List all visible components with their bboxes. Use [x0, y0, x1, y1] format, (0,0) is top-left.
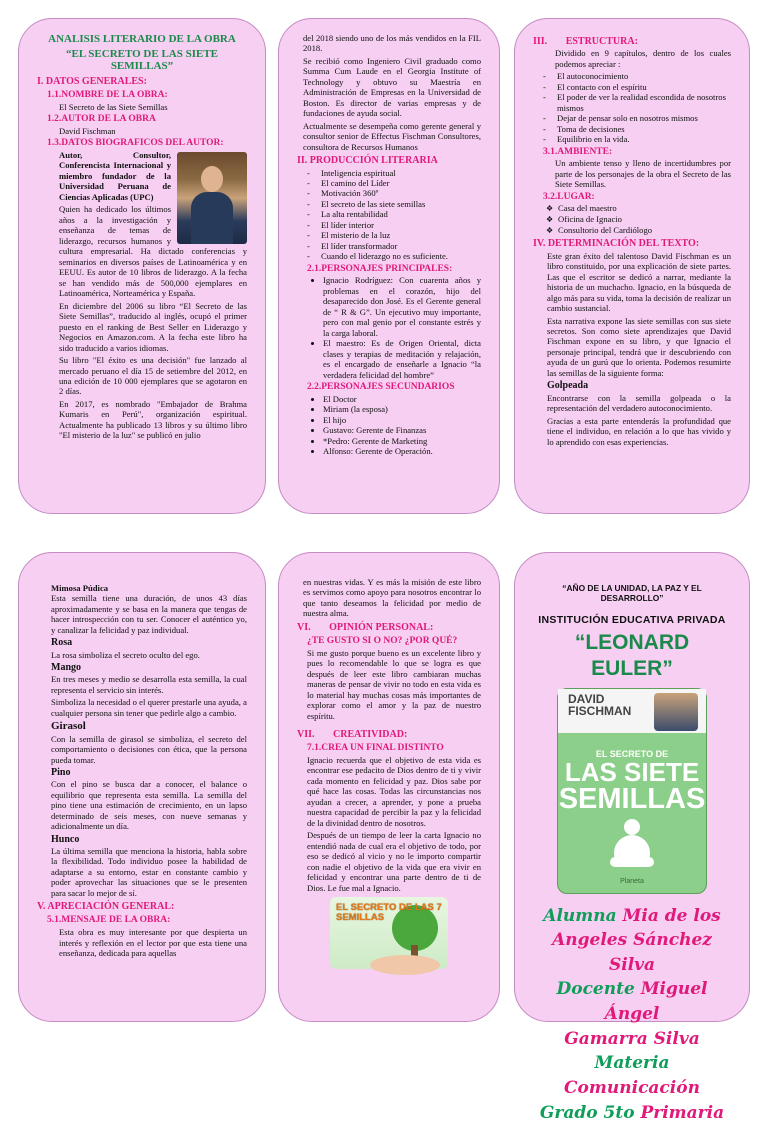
year-motto: “AÑO DE LA UNIDAD, LA PAZ Y EL DESARROLLO”: [562, 583, 702, 604]
secondary-characters-list: [297, 394, 481, 457]
book-cover-title-3: SEMILLAS: [558, 782, 706, 815]
panel-1: [18, 18, 266, 514]
list-item: • Gustavo: Gerente de Finanzas: [323, 425, 481, 435]
book-cover-image: [557, 688, 707, 894]
student-info: [533, 904, 731, 1125]
list-item: - El camino del Líder: [321, 178, 481, 188]
message-value: Esta obra es muy interesante por que despierta un interés y reflexión en el lector por que esta tiene una enseñanza, dedicada para aquellas: [59, 927, 247, 959]
ambience-value: Un ambiente tenso y lleno de incertidumbres por parte de los personajes de la obra el Secreto de las Siete Semillas.: [555, 158, 731, 190]
determination-block: [547, 251, 731, 447]
section-heading-general: I. DATOS GENERALES:: [37, 75, 147, 87]
list-item: ❖ Casa del maestro: [559, 203, 731, 214]
list-item: - Equilibrio en la vida.: [557, 134, 731, 144]
seed-title: Girasol: [51, 720, 86, 733]
section-title: CREATIVIDAD:: [333, 729, 408, 741]
seed-title: Mango: [51, 662, 81, 674]
subheading-place: 3.2.LUGAR:: [543, 191, 595, 202]
subheading-message: 5.1.MENSAJE DE LA OBRA:: [47, 915, 171, 926]
document-title-line1: ANALISIS LITERARIO DE LA OBRA: [48, 33, 236, 45]
list-item: • Ignacio Rodríguez: Con cuarenta años y problemas en el corazón, hijo del desaparecido don José. Es el Gerente general de “ R & G”. Un ejecutivo muy importante, pero con mal genio por el constante estrés y la carga laboral.: [323, 275, 481, 338]
student-name-1: Mia de los: [622, 905, 721, 926]
panel-5: [278, 552, 500, 1022]
level-value: Primaria: [640, 1102, 725, 1123]
seed-text: Encontrarse con la semilla golpeada o la representación del verdadero autoconocimiento.: [547, 392, 731, 414]
seed-text: Esta semilla tiene una duración, de unos 43 días aproximadamente y se basa en la manera que tengas de hacer introspección con tu ser. Conocer el auténtico yo, y canalizar la felicidad y paz individual.: [51, 593, 247, 635]
panel-3: [514, 18, 750, 514]
list-item: - Toma de decisiones: [557, 124, 731, 134]
seed-title: Mimosa Púdica: [51, 583, 109, 593]
section-number: III.: [533, 36, 548, 47]
bio-cont-3: Actualmente se desempeña como gerente general y consultor senior de Effectus Fischman Consultores, consultora de Recursos Humanos: [303, 120, 481, 152]
new-ending-paragraph-1: Ignacio recuerda que el objetivo de esta vida es encontrar ese pedacito de Dios dentro de ti y vivir cada momento en felicidad y paz. Dios sabe por qué hace las cosas. Todas las circunstancias nos ayudan a crecer, a aprender, y pone a prueba nuestra capacidad de percibir la paz y la felicidad de la divinidad dentro de nosotros.: [307, 754, 481, 828]
list-item: - El secreto de las siete semillas: [321, 199, 481, 209]
determination-paragraph-1: Este gran éxito del talentoso David Fischman es un libro constituido, por una explicación de siete partes. Las que el escritor se dedicó a narrar, mediante la historia de un muchacho. Ignacio, en la búsqueda de algo más para su vida, toma la decisión de realizar un cambio sustancial.: [547, 250, 731, 314]
section-heading-structure: [533, 36, 731, 48]
subheading-author: 1.2.AUTOR DE LA OBRA: [47, 114, 156, 125]
new-ending-paragraph-2: Después de un tiempo de leer la carta Ignacio no entendió nada de cual era el objetivo de todo, por eso se dedicó al vicio y no le importo compartir con nadie el objetivo de la vida que era vivir en felicidad y encontrar una parte dentro de ti de Dios. Le fue mal a Ignacio.: [307, 830, 481, 893]
subheading-biography: 1.3.DATOS BIOGRAFICOS DEL AUTOR:: [47, 138, 224, 149]
panel-6: [514, 552, 750, 1123]
list-item: • Miriam (la esposa): [323, 404, 481, 414]
main-characters-list: [297, 275, 481, 380]
label-student: Alumna: [543, 905, 617, 926]
list-item: - Motivación 360º: [321, 188, 481, 198]
list-item: - La alta rentabilidad: [321, 209, 481, 219]
book-cover-title-2: LAS SIETE: [564, 756, 700, 787]
book-cover-title-1: EL SECRETO DE: [595, 748, 669, 759]
list-item: - El contacto con el espíritu: [557, 82, 731, 92]
author-photo-body: [191, 192, 233, 244]
seed-text: La última semilla que menciona la historia, habla sobre la flexibilidad. Todo individuo posee la habilidad de adaptarse a su entorno, estar en constante cambio y poder aprovechar las situaciones que se le presenten para sacar lo mejor de sí.: [51, 845, 247, 898]
list-item: • *Pedro: Gerente de Marketing: [323, 436, 481, 446]
bio-paragraph-1: Quien ha dedicado los últimos años a la investigación y enseñanza de temas de liderazgo, recursos humanos y cultura empresarial. Ha dictado conferencias y seminarios en diversos países de Latinoamérica y en EEUU. Es autor de 10 libros de liderazgo. A la fecha se han vendido más de 500,000 ejemplares en Latinoamérica, Norteamérica y España.: [59, 204, 247, 299]
list-item: - El líder transformador: [321, 241, 481, 251]
seed-title: Golpeada: [547, 380, 589, 392]
biography-block: [59, 150, 247, 441]
section-heading-appreciation: V. APRECIACIÓN GENERAL:: [37, 901, 175, 913]
seed-text: Con la semilla de girasol se simboliza, el secreto del comportamiento o decisiones con ética, que la persona pueda tomar.: [51, 733, 247, 765]
subheading-ambience: 3.1.AMBIENTE:: [543, 146, 613, 157]
section-number: VI.: [297, 621, 311, 633]
grade-line: [533, 1101, 731, 1125]
book-cover-portrait: [654, 693, 698, 731]
book-author-first: DAVID: [568, 691, 605, 706]
seed-text: En tres meses y medio se desarrolla esta semilla, la cual representa el servicio sin interés.: [51, 674, 247, 695]
teacher-name-1: Miguel Ángel: [604, 979, 708, 1025]
list-item: ❖ Consultorio del Cardiólogo: [559, 225, 731, 236]
seed-text: Simboliza la necesidad o el querer prestarle una ayuda, a cualquier persona sin tener que pedirle algo a cambio.: [51, 697, 247, 718]
structure-list: [533, 71, 731, 144]
seed-title: Pino: [51, 767, 71, 779]
thumbnail-title: EL SECRETO DE LAS 7 SEMILLAS: [336, 902, 442, 924]
grade-value: 5to: [603, 1102, 635, 1123]
message-continuation: en nuestras vidas. Y es más la misión de este libro es servimos como apoyo para nosotros encontrar lo que tanto deseamos la felicidad por medio de nuestra alma.: [303, 577, 481, 619]
subject-line: [533, 1051, 731, 1100]
list-item: - El misterio de la luz: [321, 230, 481, 240]
section-heading-production: II. PRODUCCIÓN LITERARIA: [297, 155, 438, 167]
subject-value: Comunicación: [564, 1078, 700, 1098]
list-item: - Dejar de pensar solo en nosotros mismos: [557, 113, 731, 123]
book-author-last: FISCHMAN: [568, 704, 632, 719]
list-item: • El hijo: [323, 415, 481, 425]
section-title: ESTRUCTURA:: [565, 36, 638, 47]
seeds-block: [51, 583, 247, 898]
school-type: INSTITUCIÓN EDUCATIVA PRIVADA: [538, 613, 726, 626]
author-photo: [177, 152, 247, 244]
opinion-value: Si me gusto porque bueno es un excelente libro y pues lo recomendable lo que se logra es que después de leer este libro cambiaran muchas maneras de pensar de vivir no todo en esta vida es lo material hay muchas cosas más importantes de explorar como el amor y la paz de nuestro espíritu.: [307, 647, 481, 721]
list-item: • Alfonso: Gerente de Operación.: [323, 446, 481, 456]
seed-title: Rosa: [51, 637, 73, 649]
teacher-name-2: Gamarra Silva: [564, 1028, 700, 1049]
section-heading-determination: IV. DETERMINACIÓN DEL TEXTO:: [533, 238, 700, 250]
label-subject: Materia: [594, 1053, 670, 1074]
list-item: - El poder de ver la realidad escondida de nosotros mismos: [557, 92, 731, 113]
list-item: - Cuando el liderazgo no es suficiente.: [321, 251, 481, 261]
list-item: - Inteligencia espiritual: [321, 168, 481, 178]
seed-text: La rosa simboliza el secreto oculto del ego.: [51, 649, 200, 660]
bio-paragraph-4: En 2017, es nombrado "Embajador de Brahma Kumaris en Perú", organización espiritual. Actualmente ha publicado 13 libros y su último libro "El misterio de la luz" se publicó en julio: [59, 398, 247, 441]
panel-2: [278, 18, 500, 514]
section-heading-opinion: [297, 622, 481, 634]
label-grade: Grado: [539, 1102, 598, 1123]
book-cover-author: [568, 693, 631, 718]
panel-4: [18, 552, 266, 1022]
opinion-question: ¿TE GUSTO SI O NO? ¿POR QUÉ?: [307, 636, 458, 647]
bio-continuation: [303, 33, 481, 152]
list-item: • El Doctor: [323, 394, 481, 404]
hands-illustration: [370, 955, 440, 975]
section-title: OPINIÓN PERSONAL:: [329, 621, 434, 633]
list-item: - El autoconocimiento: [557, 71, 731, 81]
places-list: [533, 203, 731, 235]
seed-text: Con el pino se busca dar a conocer, el balance o equilibrio que representa esta semilla. La semilla del pino tiene una estimación de crecimiento, en un lapso determinado de seis meses, con nueve semanas y adicionalmente un día.: [51, 779, 247, 832]
bio-paragraph-2: En diciembre del 2006 su libro “El Secreto de las Siete Semillas”, traducido al inglés, ocupó el primer puesto en el ranking de Best Seller en Liderazgo y Negocios en Amazon.com. A la fecha este libro ha sido traducido a varios idiomas.: [59, 300, 247, 353]
subheading-secondary-characters: 2.2.PERSONAJES SECUNDARIOS: [307, 382, 455, 393]
author-photo-face: [201, 166, 223, 192]
subheading-new-ending: 7.1.CREA UN FINAL DISTINTO: [307, 743, 444, 754]
book-thumbnail-image: [330, 897, 448, 969]
bio-paragraph-3: Su libro "El éxito es una decisión" fue lanzado al mercado peruano el día 15 de setiembre del 2012, en una edición de 10 000 ejemplares que se agotaron en 2 días.: [59, 355, 247, 397]
student-line-1: [533, 904, 731, 929]
meditation-figure-icon: [610, 819, 654, 871]
bio-cont-2: Se recibió como Ingeniero Civil graduado como Summa Cum Laude en el Georgia Institute of Technology y obtuvo su Maestría en Administración de Empresas en la Universidad de Boston. Es director de varias empresas y de fundaciones de ayuda social.: [303, 55, 481, 119]
bio-bold: Autor, Consultor, Conferencista Internacional y miembro fundador de la Universidad Peruana de Ciencias Aplicadas (UPC): [59, 149, 171, 202]
list-item: • El maestro: Es de Origen Oriental, dicta clases y terapias de meditación y relajación, es el encargado de enseñarle a Ignacio “la verdadera felicidad del hombre”: [323, 338, 481, 380]
label-teacher: Docente: [556, 979, 635, 1000]
subheading-main-characters: 2.1.PERSONAJES PRINCIPALES:: [307, 263, 453, 274]
seed-title: Hunco: [51, 833, 80, 845]
section-heading-creativity: [297, 729, 481, 741]
author-value: David Fischman: [59, 125, 116, 136]
bio-cont-1: del 2018 siendo uno de los más vendidos en la FIL 2018.: [303, 33, 481, 54]
teacher-line-1: [533, 977, 731, 1026]
school-name: “LEONARD EULER”: [574, 631, 690, 680]
student-name-2: Angeles Sánchez Silva: [552, 930, 712, 975]
book-name-value: El Secreto de las Siete Semillas: [59, 101, 168, 112]
seed-text: Gracias a esta parte entenderás la profundidad que tiene el individuo, en relación a lo que has vivido y lo aprendido con esas experiencias.: [547, 415, 731, 447]
document-title-line2: “EL SECRETO DE LAS SIETE SEMILLAS”: [65, 47, 219, 73]
works-list: [297, 168, 481, 262]
section-number: VII.: [297, 729, 315, 741]
list-item: - El líder interior: [321, 220, 481, 230]
list-item: ❖ Oficina de Ignacio: [559, 214, 731, 225]
determination-paragraph-2: Esta narrativa expone las siete semillas con sus siete secretos. Son como siete aprendizajes que David Fischman expone en su libro, y que Ignacio el personaje principal, tendrá que ir descubriendo con ayuda de un gurú que lo orienta. Podemos resumirte las semillas de la siguiente forma:: [547, 315, 731, 378]
book-publisher: Planeta: [620, 877, 644, 885]
structure-intro: Dividido en 9 capítulos, dentro de los cuales podemos apreciar :: [555, 48, 731, 69]
subheading-book-name: 1.1.NOMBRE DE LA OBRA:: [47, 90, 168, 101]
